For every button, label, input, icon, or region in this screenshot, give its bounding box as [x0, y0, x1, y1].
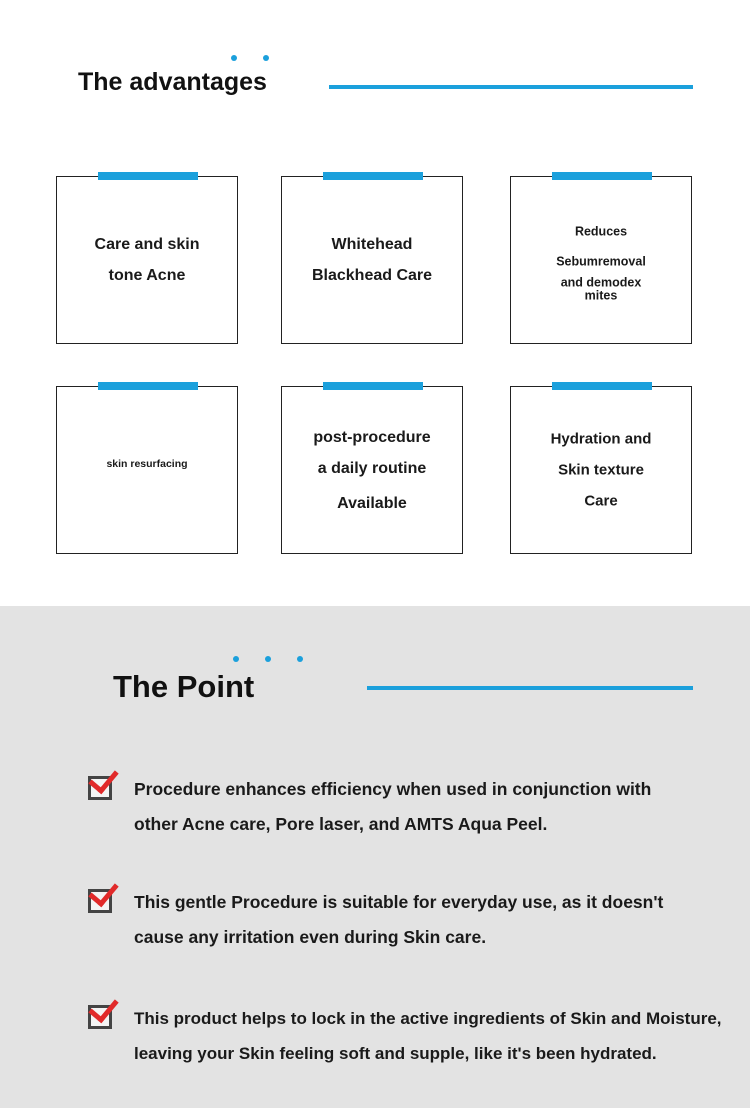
point-item: [88, 1001, 748, 1071]
card-text: Hydration and Skin texture Care: [550, 430, 652, 510]
decorative-dot: [233, 656, 239, 662]
advantage-card-hydration: [510, 386, 692, 554]
advantages-title-rule: [329, 85, 693, 89]
decorative-dot: [263, 55, 269, 61]
point-title: The Point: [113, 669, 255, 704]
card-accent-bar: [323, 172, 423, 180]
card-text: Care and skin tone Acne: [94, 236, 200, 284]
card-text: skin resurfacing: [106, 458, 188, 470]
advantages-title: The advantages: [78, 68, 267, 96]
decorative-dot: [265, 656, 271, 662]
advantage-card-sebum: [510, 176, 692, 344]
point-item-text: This gentle Procedure is suitable for everyday use, as it doesn't cause any irritation even during Skin care.: [134, 892, 664, 947]
card-accent-bar: [98, 382, 198, 390]
card-accent-bar: [323, 382, 423, 390]
decorative-dot: [231, 55, 237, 61]
point-item: [88, 772, 748, 842]
checkbox-checked-icon: [88, 1005, 112, 1029]
card-accent-bar: [98, 172, 198, 180]
advantage-card-resurfacing: [56, 386, 238, 554]
point-item-text: Procedure enhances efficiency when used in conjunction with other Acne care, Pore laser, and AMTS Aqua Peel.: [134, 779, 652, 834]
card-text: post-procedure a daily routine Available: [313, 429, 431, 513]
point-section: [0, 606, 750, 1108]
decorative-dot: [297, 656, 303, 662]
advantage-card-post-procedure: [281, 386, 463, 554]
advantage-card-whitehead: [281, 176, 463, 344]
point-item: [88, 885, 748, 955]
advantage-card-care-acne: [56, 176, 238, 344]
card-accent-bar: [552, 382, 652, 390]
card-text: Whitehead Blackhead Care: [311, 236, 433, 284]
point-item-text: This product helps to lock in the active ingredients of Skin and Moisture, leaving your Skin feeling soft and supple, like it's been hydrated.: [134, 1009, 722, 1063]
card-accent-bar: [552, 172, 652, 180]
point-title-rule: [367, 686, 693, 690]
checkbox-checked-icon: [88, 889, 112, 913]
card-text: Reduces Sebumremoval and demodex mites: [556, 224, 646, 303]
checkbox-checked-icon: [88, 776, 112, 800]
